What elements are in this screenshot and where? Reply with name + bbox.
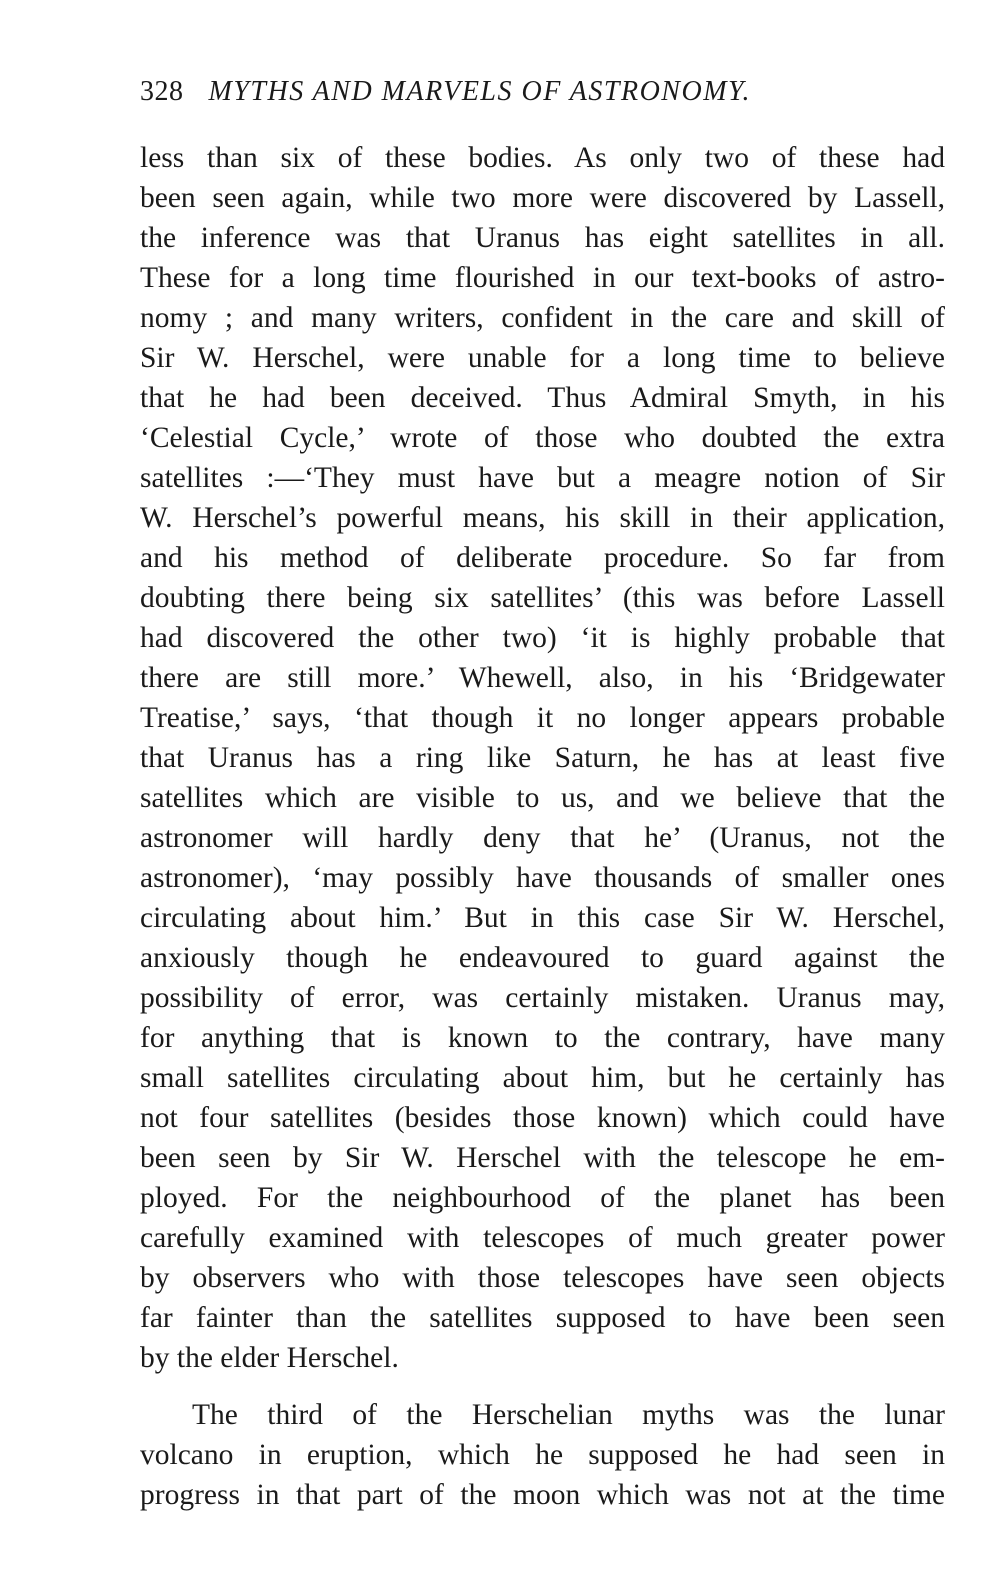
text-line: been seen again, while two more were discovered by Lassell,: [140, 182, 945, 214]
paragraph-gap: [140, 1378, 945, 1395]
text-line: These for a long time flourished in our text-books of astro-: [140, 262, 945, 294]
text-line: volcano in eruption, which he supposed he had seen in: [140, 1439, 945, 1471]
text-line: circulating about him.’ But in this case Sir W. Herschel,: [140, 902, 945, 934]
page-number: 328: [140, 76, 184, 107]
text-line: and his method of deliberate procedure. So far from: [140, 542, 945, 574]
text-line: that he had been deceived. Thus Admiral Smyth, in his: [140, 382, 945, 414]
text-line: for anything that is known to the contrary, have many: [140, 1022, 945, 1054]
text-line: not four satellites (besides those known) which could have: [140, 1102, 945, 1134]
text-line: anxiously though he endeavoured to guard against the: [140, 942, 945, 974]
text-line: astronomer), ‘may possibly have thousands of smaller ones: [140, 862, 945, 894]
text-line: astronomer will hardly deny that he’ (Uranus, not the: [140, 822, 945, 854]
text-line: small satellites circulating about him, but he certainly has: [140, 1062, 945, 1094]
paragraph-2: [140, 1395, 945, 1515]
text-line: ployed. For the neighbourhood of the planet has been: [140, 1182, 945, 1214]
text-line: nomy ; and many writers, confident in the care and skill of: [140, 302, 945, 334]
text-line: far fainter than the satellites supposed to have been seen: [140, 1302, 945, 1334]
text-line: W. Herschel’s powerful means, his skill in their application,: [140, 502, 945, 534]
body-text: [140, 138, 945, 1515]
paragraph-1: [140, 138, 945, 1378]
running-title: MYTHS AND MARVELS OF ASTRONOMY.: [208, 76, 752, 107]
page-header: [140, 70, 950, 114]
text-line: there are still more.’ Whewell, also, in his ‘Bridgewater: [140, 662, 945, 694]
text-line: carefully examined with telescopes of much greater power: [140, 1222, 945, 1254]
text-line: Sir W. Herschel, were unable for a long time to believe: [140, 342, 945, 374]
text-line: satellites :—‘They must have but a meagre notion of Sir: [140, 462, 945, 494]
text-line: doubting there being six satellites’ (this was before Lassell: [140, 582, 945, 614]
text-line: The third of the Herschelian myths was the lunar: [192, 1399, 945, 1431]
text-line: satellites which are visible to us, and we believe that the: [140, 782, 945, 814]
text-line: ‘Celestial Cycle,’ wrote of those who doubted the extra: [140, 422, 945, 454]
text-line: that Uranus has a ring like Saturn, he has at least five: [140, 742, 945, 774]
text-line: been seen by Sir W. Herschel with the telescope he em-: [140, 1142, 945, 1174]
text-line: Treatise,’ says, ‘that though it no longer appears probable: [140, 702, 945, 734]
text-line: by observers who with those telescopes have seen objects: [140, 1262, 945, 1294]
text-line: the inference was that Uranus has eight satellites in all.: [140, 222, 945, 254]
text-line: had discovered the other two) ‘it is highly probable that: [140, 622, 945, 654]
text-line: progress in that part of the moon which was not at the time: [140, 1479, 945, 1511]
text-line: less than six of these bodies. As only two of these had: [140, 142, 945, 174]
text-line: possibility of error, was certainly mistaken. Uranus may,: [140, 982, 945, 1014]
text-line: by the elder Herschel.: [140, 1342, 399, 1374]
